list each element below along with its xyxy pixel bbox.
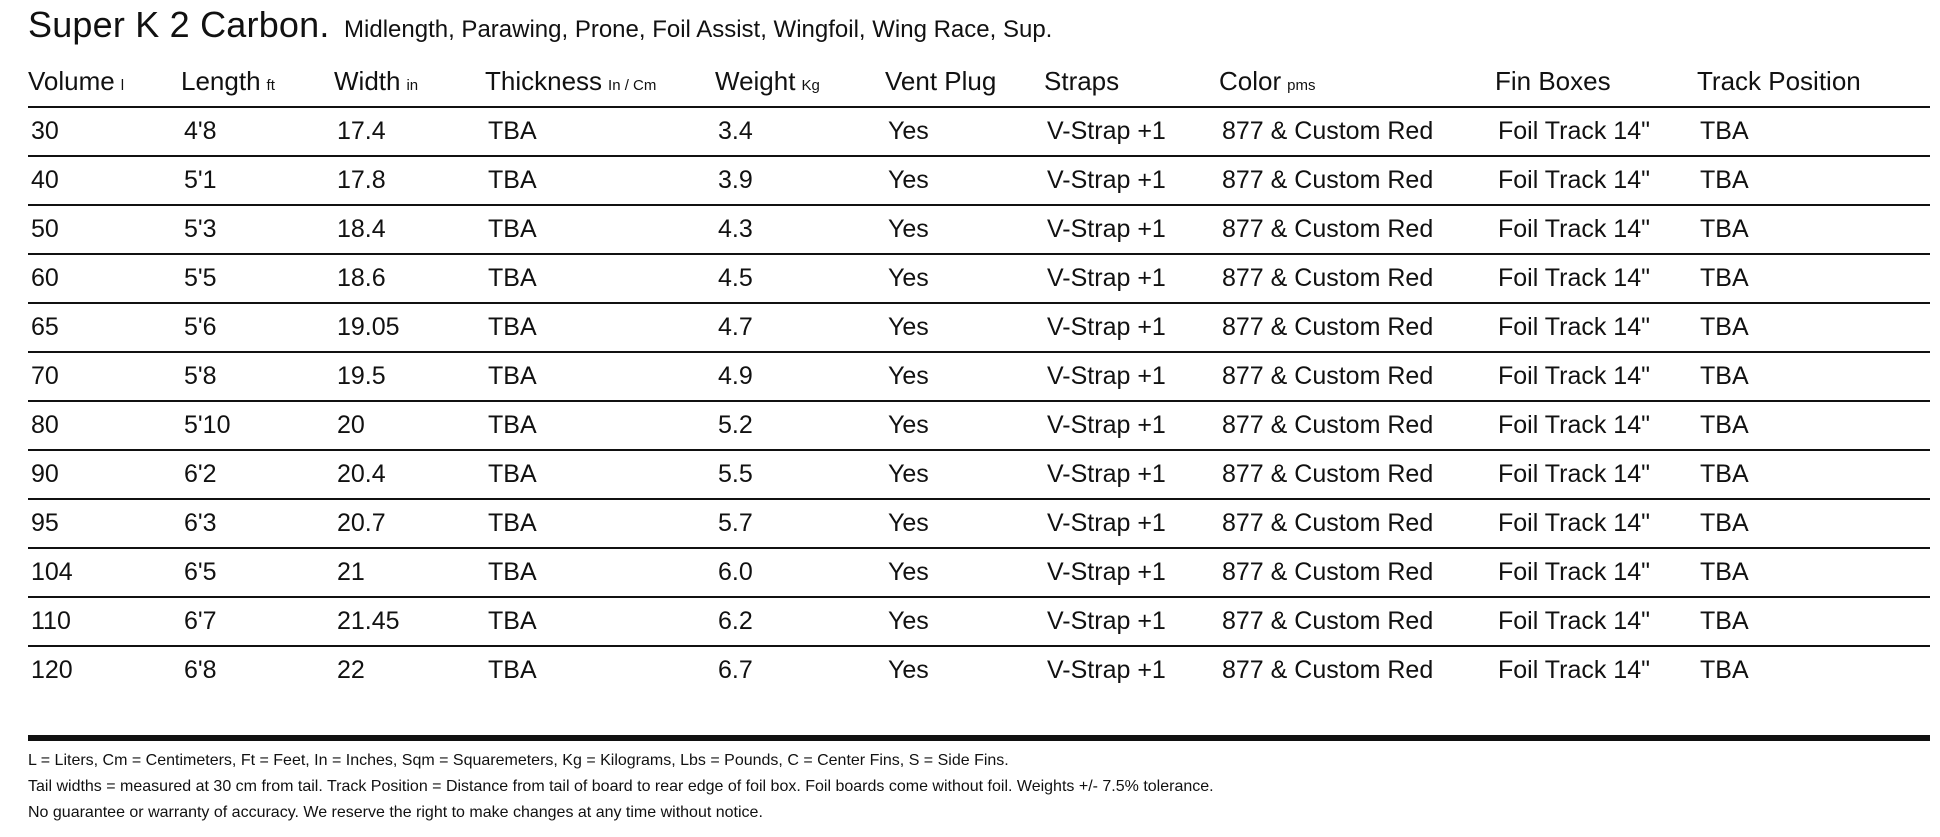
column-header-width [334,56,485,107]
cell-weight: 4.7 [715,303,885,352]
cell-length: 6'8 [184,656,217,684]
column-unit: In / Cm [608,76,657,94]
table-row [28,107,1930,156]
table-row [28,548,1930,597]
cell-vent-plug: Yes [885,597,1044,646]
cell-track-position: TBA [1697,548,1930,597]
cell-fin-boxes: Foil Track 14" [1495,450,1697,499]
cell-width: 21.45 [334,597,485,646]
cell-vent-plug: Yes [885,254,1044,303]
column-label: Volume [28,65,115,96]
cell-width: 22 [337,656,365,684]
cell-fin-boxes: Foil Track 14" [1495,205,1697,254]
cell-vent-plug: Yes [885,499,1044,548]
cell-volume: 120 [31,656,73,684]
cell-weight: 6.7 [718,656,753,684]
cell-thickness: TBA [485,401,715,450]
cell-thickness: TBA [485,548,715,597]
cell-thickness: TBA [485,352,715,401]
cell-track-position: TBA [1697,597,1930,646]
cell-straps: V-Strap +1 [1047,656,1166,684]
cell-color: 877 & Custom Red [1219,597,1495,646]
cell-width: 18.4 [334,205,485,254]
cell-length: 6'7 [181,597,334,646]
cell-fin-boxes: Foil Track 14" [1495,401,1697,450]
cell-track-position: TBA [1700,656,1749,684]
table-row [28,254,1930,303]
column-header-vent-plug [885,56,1044,107]
column-header-fin-boxes [1495,56,1697,107]
cell-track-position: TBA [1697,156,1930,205]
table-row [28,205,1930,254]
cell-track-position: TBA [1697,401,1930,450]
table-row [28,499,1930,548]
cell-width: 18.6 [334,254,485,303]
cell-volume: 95 [28,499,181,548]
cell-straps: V-Strap +1 [1044,107,1219,156]
product-name: Super K 2 Carbon. [28,4,330,45]
column-label: Length [181,65,261,96]
cell-weight: 6.2 [715,597,885,646]
cell-volume: 70 [28,352,181,401]
cell-vent-plug: Yes [888,656,929,684]
cell-track-position: TBA [1697,352,1930,401]
footnote-measurements: Tail widths = measured at 30 cm from tail. Track Position = Distance from tail of board to rear edge of foil box. Foil boards come without foil. Weights +/- 7.5% tolerance. [28,778,1214,795]
cell-track-position: TBA [1697,499,1930,548]
cell-color: 877 & Custom Red [1219,303,1495,352]
cell-fin-boxes: Foil Track 14" [1495,548,1697,597]
cell-fin-boxes: Foil Track 14" [1498,656,1650,684]
cell-straps: V-Strap +1 [1044,254,1219,303]
cell-volume: 90 [28,450,181,499]
cell-vent-plug: Yes [885,107,1044,156]
cell-color: 877 & Custom Red [1219,205,1495,254]
cell-fin-boxes: Foil Track 14" [1495,597,1697,646]
cell-weight: 4.9 [715,352,885,401]
cell-volume: 104 [28,548,181,597]
cell-volume: 65 [28,303,181,352]
cell-volume: 110 [28,597,181,646]
cell-length: 6'3 [181,499,334,548]
column-label: Vent Plug [885,65,997,96]
column-label: Fin Boxes [1495,65,1611,96]
cell-thickness: TBA [485,156,715,205]
cell-track-position: TBA [1697,303,1930,352]
cell-weight: 6.0 [715,548,885,597]
cell-fin-boxes: Foil Track 14" [1495,156,1697,205]
column-unit: ft [266,76,275,94]
cell-width: 19.5 [334,352,485,401]
cell-width: 17.4 [334,107,485,156]
cell-width: 20.7 [334,499,485,548]
cell-color: 877 & Custom Red [1219,156,1495,205]
cell-length: 5'3 [181,205,334,254]
cell-length: 5'5 [181,254,334,303]
column-header-thickness [485,56,715,107]
cell-weight: 5.2 [715,401,885,450]
cell-color: 877 & Custom Red [1219,352,1495,401]
table-row [28,646,1930,694]
cell-vent-plug: Yes [885,205,1044,254]
cell-width: 19.05 [334,303,485,352]
header-row [28,56,1930,107]
cell-color: 877 & Custom Red [1222,656,1434,684]
cell-volume: 30 [28,107,181,156]
cell-track-position: TBA [1697,450,1930,499]
cell-color: 877 & Custom Red [1219,401,1495,450]
cell-color: 877 & Custom Red [1219,254,1495,303]
column-label: Track Position [1697,65,1861,96]
footnote-disclaimer: No guarantee or warranty of accuracy. We reserve the right to make changes at any time without notice. [28,804,763,821]
column-unit: in [406,76,419,94]
cell-thickness: TBA [485,303,715,352]
cell-track-position: TBA [1697,205,1930,254]
table-row [28,156,1930,205]
cell-length: 5'10 [181,401,334,450]
table-row [28,303,1930,352]
cell-straps: V-Strap +1 [1044,205,1219,254]
cell-volume: 40 [28,156,181,205]
cell-color: 877 & Custom Red [1219,499,1495,548]
cell-vent-plug: Yes [885,156,1044,205]
cell-thickness: TBA [485,254,715,303]
column-header-volume [28,56,181,107]
cell-length: 6'5 [181,548,334,597]
cell-thickness: TBA [488,656,537,684]
column-header-track-position [1697,56,1930,107]
cell-straps: V-Strap +1 [1044,156,1219,205]
cell-weight: 4.5 [715,254,885,303]
cell-width: 20.4 [334,450,485,499]
column-header-straps [1044,56,1219,107]
cell-thickness: TBA [485,107,715,156]
table-row [28,450,1930,499]
column-label: Weight [715,65,796,96]
cell-width: 17.8 [334,156,485,205]
cell-straps: V-Strap +1 [1044,450,1219,499]
column-label: Straps [1044,65,1120,96]
cell-length: 4'8 [181,107,334,156]
footnotes [28,748,1214,826]
cell-straps: V-Strap +1 [1044,597,1219,646]
spec-table [28,56,1930,694]
page-title [28,4,1052,46]
table-row [28,352,1930,401]
footnote-abbreviations: L = Liters, Cm = Centimeters, Ft = Feet, In = Inches, Sqm = Squaremeters, Kg = Kilograms, Lbs = Pounds, C = Center Fins, S = Side Fins. [28,752,1009,769]
cell-fin-boxes: Foil Track 14" [1495,499,1697,548]
cell-color: 877 & Custom Red [1219,548,1495,597]
cell-thickness: TBA [485,499,715,548]
cell-track-position: TBA [1697,254,1930,303]
table-body [28,107,1930,694]
cell-length: 5'8 [181,352,334,401]
cell-volume: 50 [28,205,181,254]
cell-vent-plug: Yes [885,401,1044,450]
cell-vent-plug: Yes [885,450,1044,499]
cell-width: 21 [334,548,485,597]
column-unit: Kg [801,76,820,94]
cell-color: 877 & Custom Red [1219,107,1495,156]
column-label: Color [1219,65,1282,96]
cell-straps: V-Strap +1 [1044,548,1219,597]
column-unit: l [120,76,125,94]
column-unit: pms [1287,76,1316,94]
cell-fin-boxes: Foil Track 14" [1495,254,1697,303]
cell-fin-boxes: Foil Track 14" [1495,352,1697,401]
cell-volume: 80 [28,401,181,450]
cell-thickness: TBA [485,450,715,499]
cell-straps: V-Strap +1 [1044,303,1219,352]
cell-fin-boxes: Foil Track 14" [1495,303,1697,352]
divider-rule [28,735,1930,741]
cell-color: 877 & Custom Red [1219,450,1495,499]
cell-track-position: TBA [1697,107,1930,156]
cell-weight: 3.4 [715,107,885,156]
table-row [28,401,1930,450]
column-header-color [1219,56,1495,107]
cell-straps: V-Strap +1 [1044,401,1219,450]
cell-weight: 5.7 [715,499,885,548]
table-row [28,597,1930,646]
cell-vent-plug: Yes [885,548,1044,597]
column-label: Thickness [485,65,603,96]
cell-length: 5'6 [181,303,334,352]
cell-thickness: TBA [485,597,715,646]
cell-straps: V-Strap +1 [1044,352,1219,401]
cell-weight: 5.5 [715,450,885,499]
cell-vent-plug: Yes [885,303,1044,352]
column-header-length [181,56,334,107]
cell-weight: 3.9 [715,156,885,205]
cell-length: 5'1 [181,156,334,205]
cell-straps: V-Strap +1 [1044,499,1219,548]
column-header-weight [715,56,885,107]
cell-thickness: TBA [485,205,715,254]
product-categories: Midlength, Parawing, Prone, Foil Assist, Wingfoil, Wing Race, Sup. [344,16,1053,43]
cell-length: 6'2 [181,450,334,499]
cell-vent-plug: Yes [885,352,1044,401]
cell-weight: 4.3 [715,205,885,254]
column-label: Width [334,65,401,96]
cell-fin-boxes: Foil Track 14" [1495,107,1697,156]
cell-width: 20 [334,401,485,450]
cell-volume: 60 [28,254,181,303]
